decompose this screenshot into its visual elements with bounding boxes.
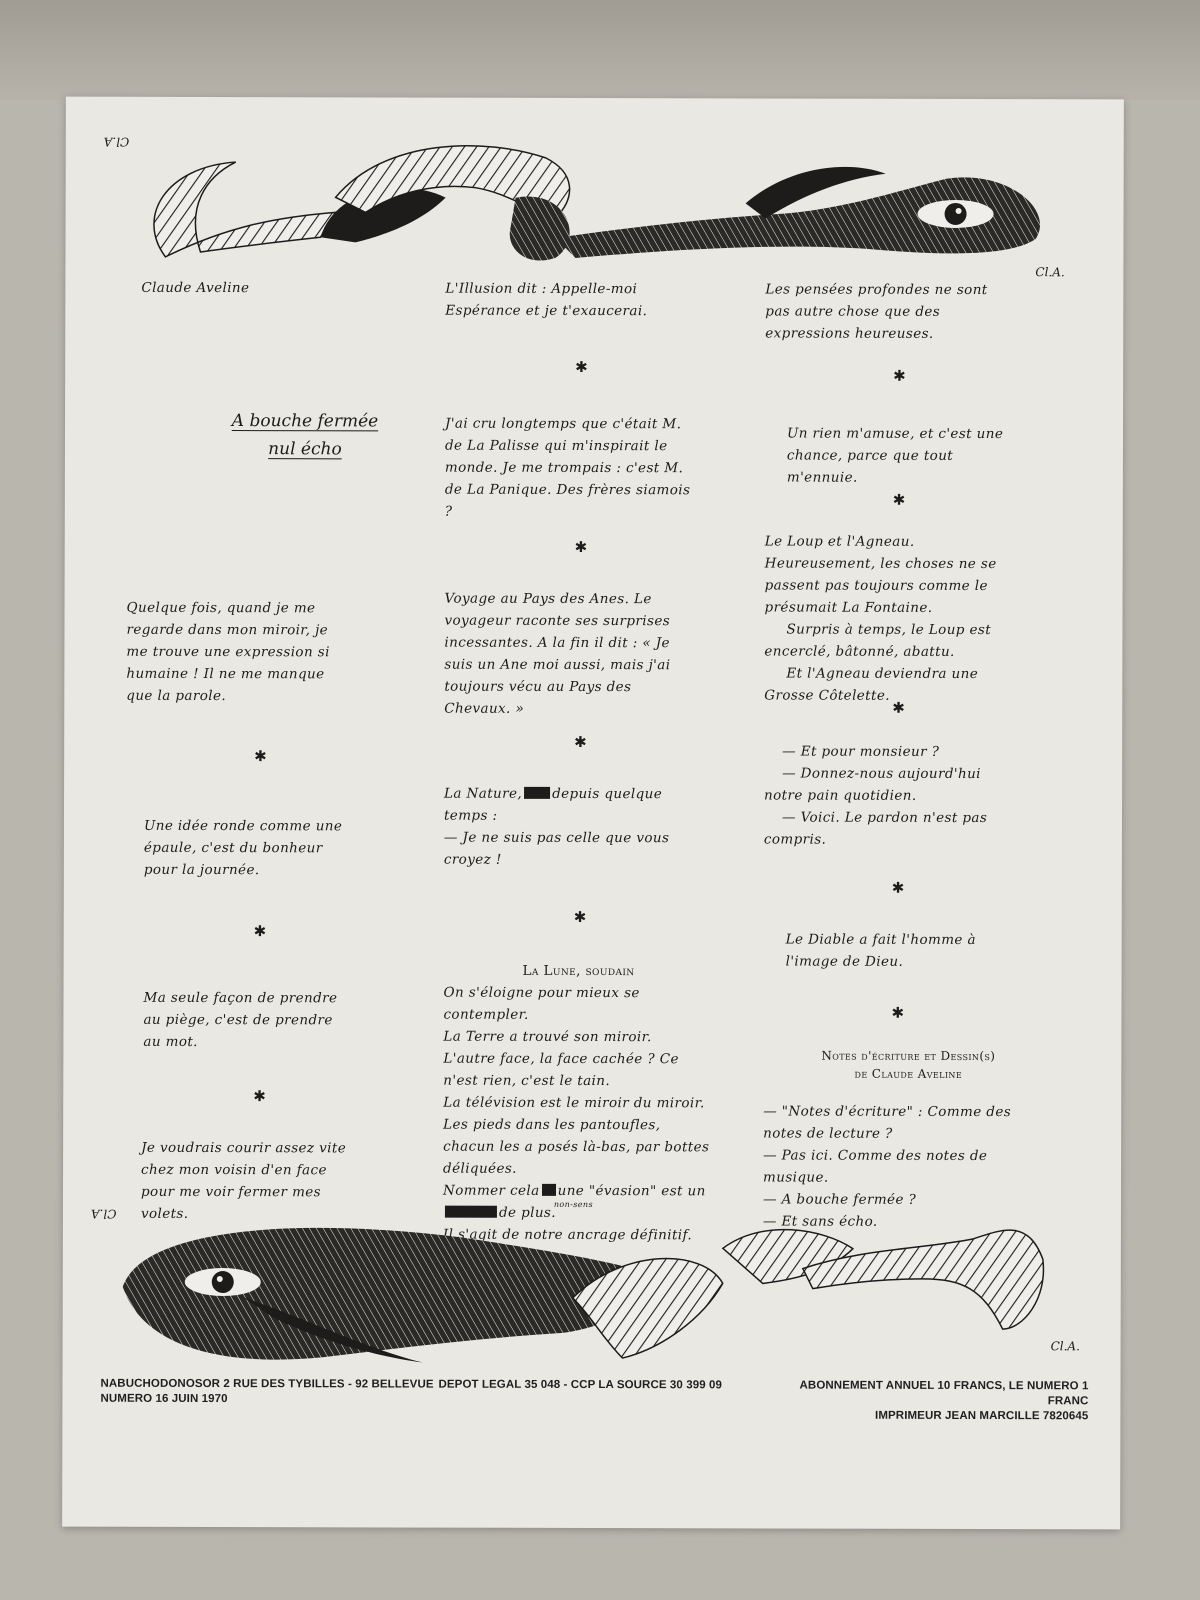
footer-left — [100, 1377, 433, 1408]
separator-star: ✱ — [574, 732, 587, 751]
initials-top-right: Cl.A. — [1035, 265, 1065, 280]
middle-paragraph-2: J'ai cru longtemps que c'était M. de La Palisse qui m'inspirait le monde. Je me trompais : c'est M. de La Panique. Des frères siamois ? — [444, 415, 691, 520]
lune-line: L'autre face, la face cachée ? Ce n'est rien, c'est le tain. — [443, 1050, 679, 1090]
separator-star: ✱ — [892, 490, 906, 509]
notes-line: — Pas ici. Comme des notes de musique. — [763, 1147, 988, 1186]
separator-star: ✱ — [891, 1003, 905, 1022]
subscription-price: ABONNEMENT ANNUEL 10 FRANCS, LE NUMERO 1 FRANC — [799, 1379, 1089, 1408]
redaction-bar — [524, 787, 550, 799]
left-paragraph-3: Ma seule façon de prendre au piège, c'est de prendre au mot. — [143, 989, 338, 1050]
lune-line: La télévision est le miroir du miroir. — [443, 1094, 705, 1112]
notes-line: — A bouche fermée ? — [762, 1191, 917, 1208]
background-wall — [0, 0, 1200, 100]
right-paragraph-2: Un rien m'amuse, et c'est une chance, parce que tout m'ennuie. — [786, 425, 1004, 486]
lune-line: La Terre a trouvé son miroir. — [443, 1028, 652, 1046]
lune-section — [443, 960, 714, 1247]
initials-top-left: Cl.A — [103, 134, 130, 149]
notes-title: Notes d'écriture et Dessin(s) de Claude Aveline — [821, 1048, 996, 1081]
nature-reply: — Je ne suis pas celle que vous croyez ! — [443, 829, 670, 868]
notes-line: — "Notes d'écriture" : Comme des notes de lecture ? — [763, 1103, 1012, 1142]
separator-star: ✱ — [253, 922, 267, 941]
separator-star: ✱ — [254, 747, 267, 766]
right-paragraph-3: Le Loup et l'Agneau. Heureusement, les choses ne se passent pas toujours comme le présumait La Fontaine. Surpris à temps, le Loup est encerclé, bâtonné, abattu. Et l'Agneau deviendra une Grosse Côtelette. — [764, 533, 997, 704]
lune-title: La Lune, soudain — [522, 962, 635, 980]
middle-paragraph-4 — [444, 783, 694, 872]
footer-middle — [438, 1378, 722, 1394]
initials-bottom-left: Cl.A — [90, 1206, 117, 1221]
separator-star: ✱ — [892, 698, 905, 717]
separator-star: ✱ — [253, 1087, 266, 1106]
separator-star: ✱ — [575, 357, 588, 376]
right-paragraph-5: Le Diable a fait l'homme à l'image de Dieu. — [785, 931, 976, 970]
lune-line: Les pieds dans les pantoufles, chacun les a posés là-bas, par bottes déliquées. — [443, 1116, 710, 1177]
left-paragraph-4: Je voudrais courir assez vite chez mon voisin d'en face pour me voir fermer mes volets. — [140, 1139, 347, 1222]
title-line-1: A bouche fermée — [231, 411, 379, 432]
lune-line-6a: Nommer cela — [442, 1182, 540, 1199]
issue-number-date: NUMERO 16 JUIN 1970 — [100, 1392, 228, 1406]
author-name: Claude Aveline — [141, 279, 250, 297]
printed-sheet — [62, 97, 1124, 1530]
left-paragraph-1: Quelque fois, quand je me regarde dans mon miroir, je me trouve une expression si humaine ! Il ne me manque que la parole. — [126, 599, 330, 705]
right-paragraph-1: Les pensées profondes ne sont pas autre chose que des expressions heureuses. — [765, 281, 988, 342]
legal-deposit: DEPOT LEGAL 35 048 - CCP LA SOURCE 30 399 09 — [438, 1378, 723, 1392]
middle-paragraph-1: L'Illusion dit : Appelle-moi Espérance et je t'exaucerai. — [445, 280, 648, 320]
separator-star: ✱ — [574, 537, 588, 556]
printer-info: IMPRIMEUR JEAN MARCILLE 7820645 — [875, 1409, 1089, 1423]
notes-line: — Et sans écho. — [762, 1213, 878, 1230]
non-sens-annotation: non-sens — [553, 1199, 593, 1210]
lune-line: Il s'agit de notre ancrage définitif. — [442, 1226, 693, 1244]
middle-paragraph-3: Voyage au Pays des Anes. Le voyageur raconte ses surprises incessantes. A la fin il dit : « Je suis un Ane moi aussi, mais j'ai toujours vécu au Pays des Chevaux. » — [444, 590, 671, 717]
initials-bottom-right: Cl.A. — [1050, 1339, 1080, 1354]
left-paragraph-2: Une idée ronde comme une épaule, c'est du bonheur pour la journée. — [143, 817, 343, 879]
title-line-2: nul écho — [268, 439, 342, 460]
serpent-illustration-top — [105, 117, 1085, 290]
nature-suffix: depuis quelque temps : — [443, 785, 663, 824]
nature-prefix: La Nature, — [444, 785, 523, 802]
publisher-address: NABUCHODONOSOR 2 RUE DES TYBILLES - 92 BELLEVUE — [100, 1377, 434, 1391]
footer-right — [758, 1378, 1088, 1424]
separator-star: ✱ — [573, 907, 587, 926]
page-title — [215, 407, 395, 463]
lune-line-6c: de plus. — [498, 1204, 556, 1221]
lune-line-6b: une "évasion" est un — [557, 1182, 706, 1200]
separator-star: ✱ — [893, 366, 906, 385]
right-paragraph-4: — Et pour monsieur ? — Donnez-nous aujourd'hui notre pain quotidien. — Voici. Le pardon n'est pas compris. — [763, 743, 988, 848]
lune-line: On s'éloigne pour mieux se contempler. — [443, 984, 640, 1023]
separator-star: ✱ — [891, 878, 905, 897]
